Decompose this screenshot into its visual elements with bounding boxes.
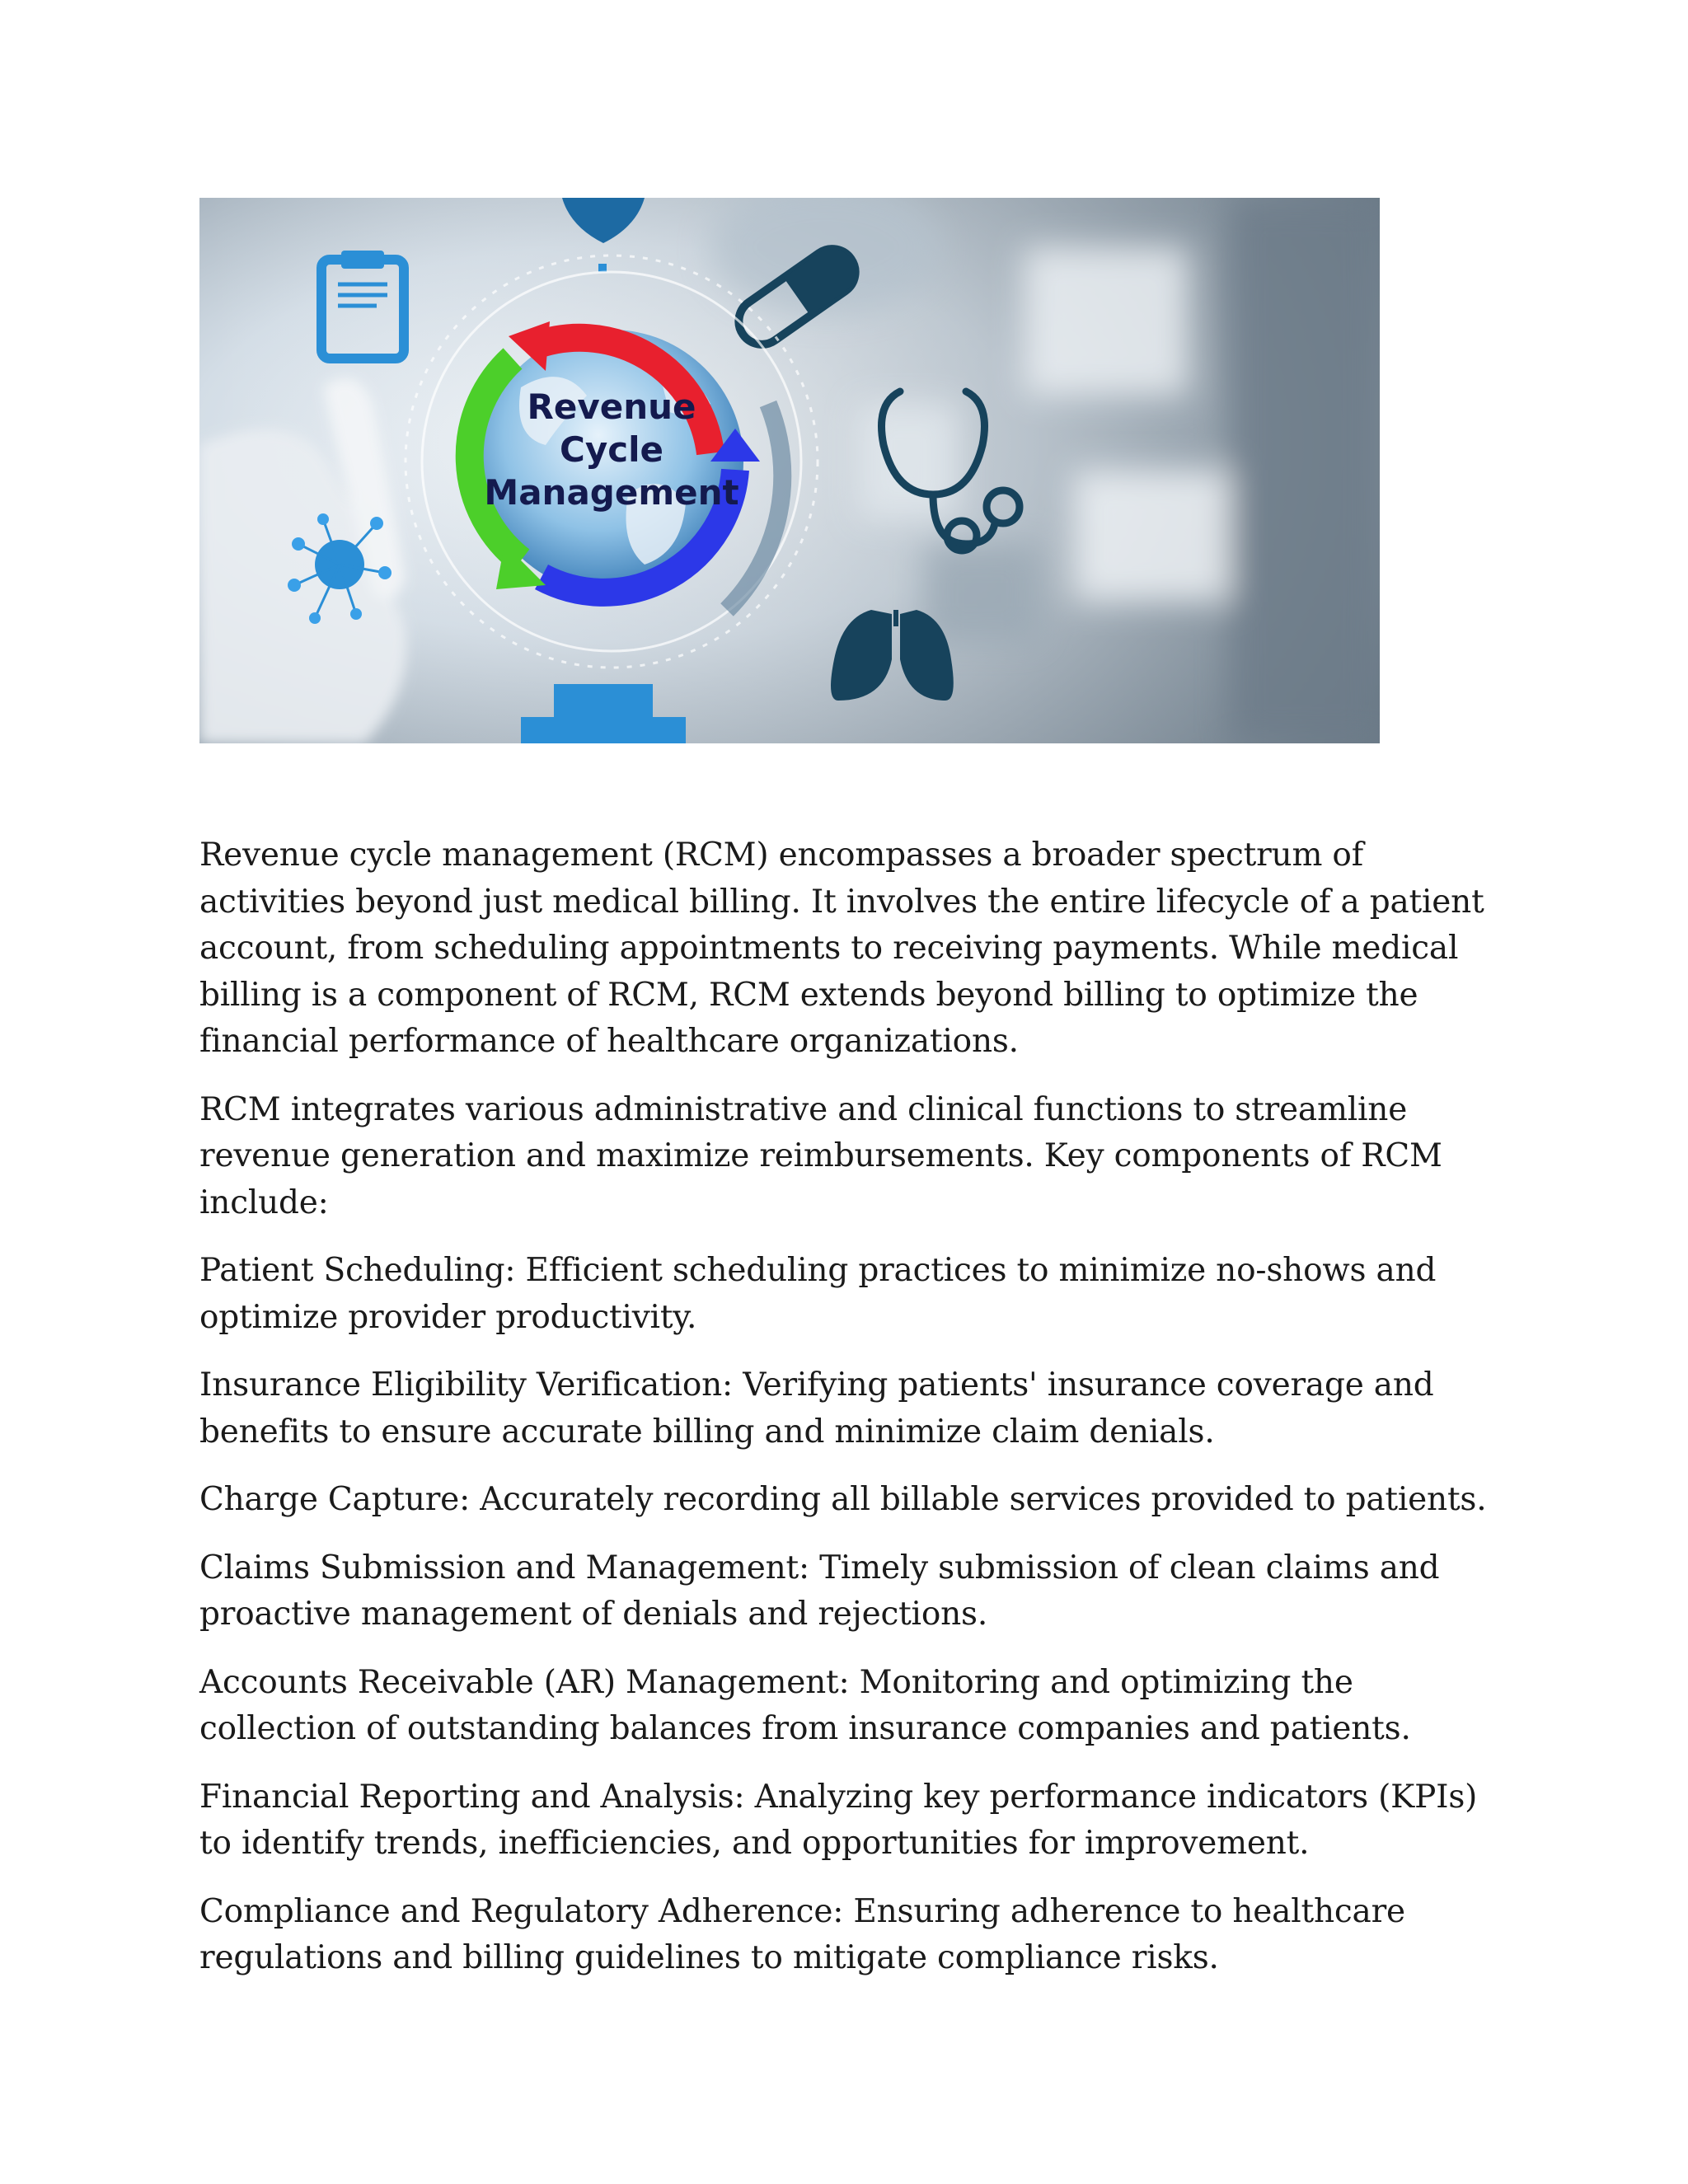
hero-title-line-1: Revenue <box>527 387 696 427</box>
paragraph-patient-scheduling: Patient Scheduling: Efficient scheduling practices to minimize no-shows and optimize provider productivity. <box>199 1252 1437 1336</box>
article-body <box>199 832 1502 2004</box>
paragraph-rcm-integrates: RCM integrates various administrative and clinical functions to streamline revenue generation and maximize reimbursements. Key components of RCM include: <box>199 1090 1442 1221</box>
hero-title-line-2: Cycle <box>560 429 663 470</box>
paragraph-compliance: Compliance and Regulatory Adherence: Ensuring adherence to healthcare regulations and billing guidelines to mitigate compliance risks. <box>199 1892 1405 1976</box>
paragraph-claims-submission: Claims Submission and Management: Timely submission of clean claims and proactive management of denials and rejections. <box>199 1549 1440 1633</box>
revenue-cycle-hero-image <box>199 198 1380 743</box>
hero-illustration <box>199 198 1380 743</box>
paragraph-rcm-intro: Revenue cycle management (RCM) encompasses a broader spectrum of activities beyond just medical billing. It involves the entire lifecycle of a patient account, from scheduling appointments to receiving payments. While medical billing is a component of RCM, RCM extends beyond billing to optimize the financial performance of healthcare organizations. <box>199 837 1484 1060</box>
paragraph-accounts-receivable: Accounts Receivable (AR) Management: Monitoring and optimizing the collection of outstanding balances from insurance companies and patients. <box>199 1663 1411 1747</box>
paragraph-insurance-eligibility: Insurance Eligibility Verification: Verifying patients' insurance coverage and benefits to ensure accurate billing and minimize claim denials. <box>199 1366 1434 1451</box>
hero-title-line-3: Management <box>484 472 739 513</box>
paragraph-charge-capture: Charge Capture: Accurately recording all billable services provided to patients. <box>199 1481 1487 1518</box>
paragraph-financial-reporting: Financial Reporting and Analysis: Analyzing key performance indicators (KPIs) to identify trends, inefficiencies, and opportunities for improvement. <box>199 1778 1478 1862</box>
